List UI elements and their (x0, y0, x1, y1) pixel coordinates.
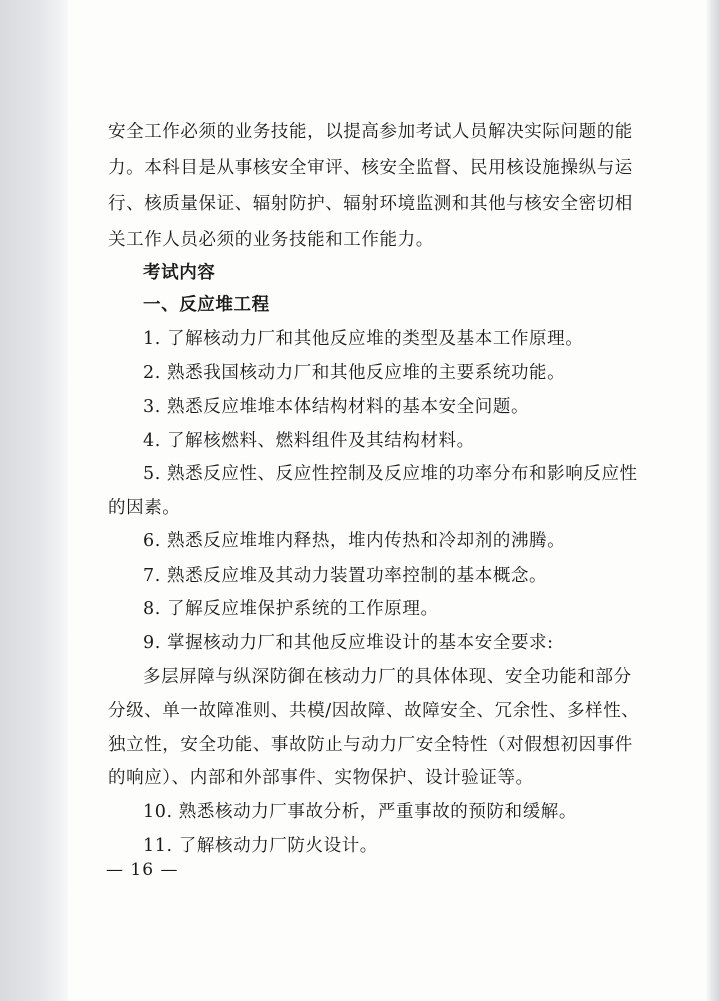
list-item: 3. 熟悉反应堆堆本体结构材料的基本安全问题。 (143, 397, 530, 417)
body-line: 分级、单一故障准则、共模/因故障、故障安全、冗余性、多样性、 (108, 701, 640, 721)
list-item: 1. 了解核动力厂和其他反应堆的类型及基本工作原理。 (143, 329, 584, 349)
list-item: 7. 熟悉反应堆及其动力装置功率控制的基本概念。 (143, 566, 548, 586)
list-item: 6. 熟悉反应堆堆内释热，堆内传热和冷却剂的沸腾。 (143, 531, 566, 551)
body-line: 的响应）、内部和外部事件、实物保护、设计验证等。 (108, 768, 534, 788)
paragraph-line: 行、核质量保证、辐射防护、辐射环境监测和其他与核安全密切相 (108, 194, 633, 214)
list-item: 10. 熟悉核动力厂事故分析，严重事故的预防和缓解。 (143, 802, 577, 822)
paragraph-line: 力。本科目是从事核安全审评、核安全监督、民用核设施操纵与运 (108, 158, 633, 178)
chapter-title: 一、反应堆工程 (143, 295, 270, 315)
paragraph-line: 关工作人员必须的业务技能和工作能力。 (108, 230, 434, 250)
list-item: 2. 熟悉我国核动力厂和其他反应堆的主要系统功能。 (143, 363, 566, 383)
list-item: 9. 掌握核动力厂和其他反应堆设计的基本安全要求: (143, 633, 554, 653)
scan-left-shadow (0, 0, 68, 1001)
list-item: 5. 熟悉反应性、反应性控制及反应堆的功率分布和影响反应性 (143, 464, 638, 484)
body-line: 多层屏障与纵深防御在核动力厂的具体体现、安全功能和部分 (143, 667, 632, 687)
list-item: 8. 了解反应堆保护系统的工作原理。 (143, 599, 439, 619)
list-item: 11. 了解核动力厂防火设计。 (143, 836, 378, 856)
section-title: 考试内容 (143, 263, 216, 283)
paragraph-line: 安全工作必须的业务技能，以提高参加考试人员解决实际问题的能 (108, 122, 633, 142)
scan-right-shadow (706, 0, 720, 1001)
list-item: 4. 了解核燃料、燃料组件及其结构材料。 (143, 431, 475, 451)
body-line: 独立性，安全功能、事故防止与动力厂安全特性（对假想初因事件 (108, 735, 633, 755)
page-number: — 16 — (106, 860, 179, 880)
list-item-continuation: 的因素。 (108, 498, 181, 518)
